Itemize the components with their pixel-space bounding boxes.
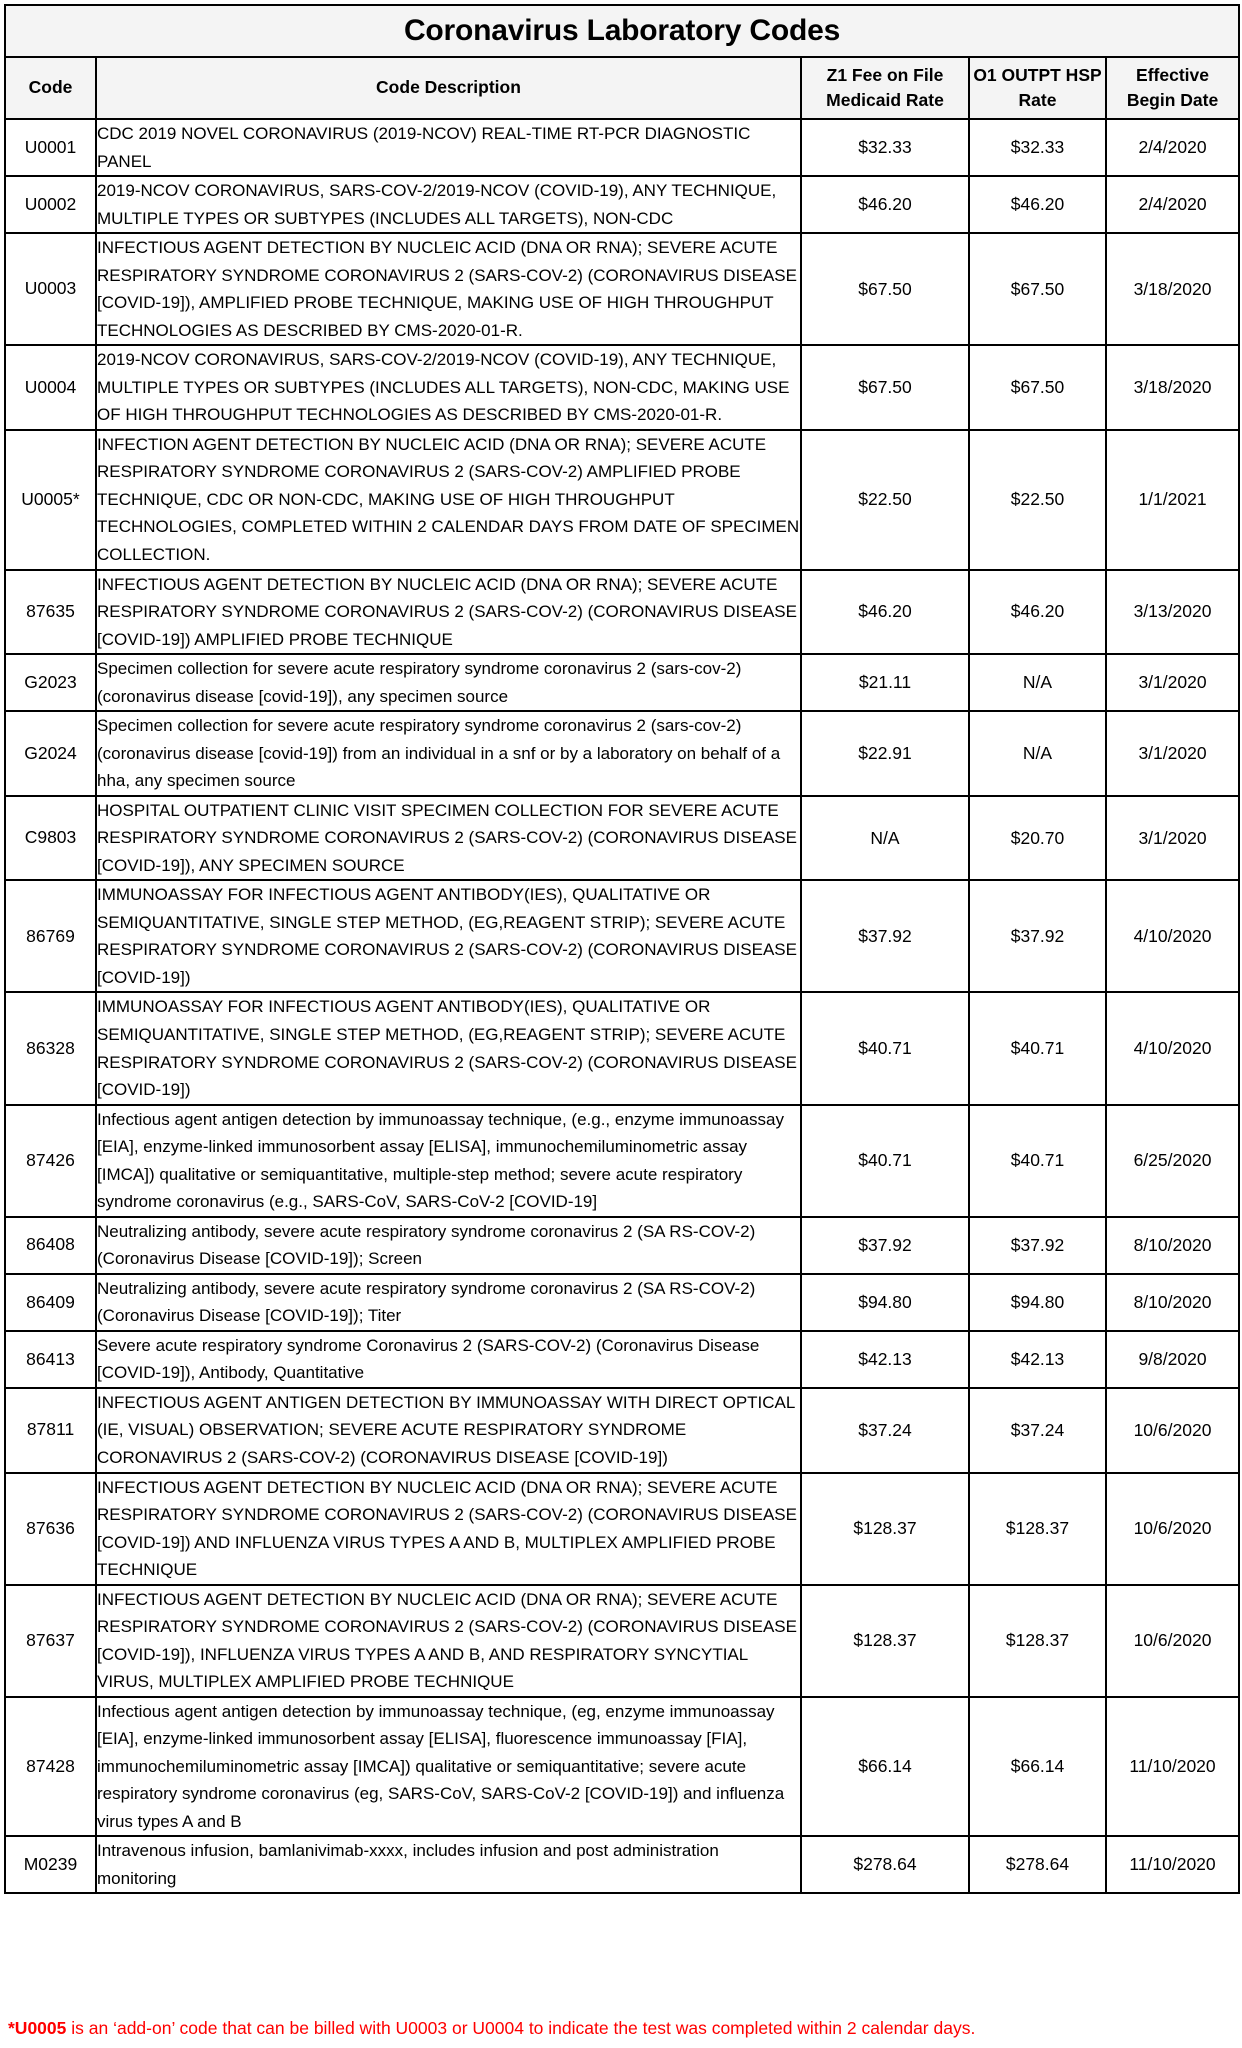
cell-code: 86328 <box>5 992 96 1104</box>
cell-z1-medicaid-rate: $42.13 <box>801 1331 969 1388</box>
cell-z1-medicaid-rate: $128.37 <box>801 1585 969 1697</box>
cell-o1-outpt-hsp-rate: $20.70 <box>969 796 1106 881</box>
table-row <box>5 654 1239 711</box>
cell-z1-medicaid-rate: N/A <box>801 796 969 881</box>
cell-z1-medicaid-rate: $22.50 <box>801 430 969 570</box>
table-row <box>5 1274 1239 1331</box>
cell-code: U0001 <box>5 119 96 176</box>
cell-effective-begin-date: 8/10/2020 <box>1106 1274 1239 1331</box>
cell-description: INFECTIOUS AGENT DETECTION BY NUCLEIC ACID (DNA OR RNA); SEVERE ACUTE RESPIRATORY SYNDROME CORONAVIRUS 2 (SARS-COV-2) (CORONAVIRUS DISEASE [COVID-19]) AND INFLUENZA VIRUS TYPES A AND B, MULTIPLEX AMPLIFIED PROBE TECHNIQUE <box>96 1473 801 1585</box>
cell-effective-begin-date: 4/10/2020 <box>1106 880 1239 992</box>
cell-description: Infectious agent antigen detection by immunoassay technique, (e.g., enzyme immunoassay [EIA], enzyme-linked immunosorbent assay [ELISA], immunochemiluminometric assay [IMCA]) qualitative or semiquantitative, multiple-step method; severe acute respiratory syndrome coronavirus (e.g., SARS-CoV, SARS-CoV-2 [COVID-19] <box>96 1105 801 1217</box>
column-header-z1-line2: Medicaid Rate <box>826 90 944 110</box>
table-row <box>5 570 1239 655</box>
cell-description: Intravenous infusion, bamlanivimab-xxxx, includes infusion and post administration monitoring <box>96 1836 801 1893</box>
cell-z1-medicaid-rate: $66.14 <box>801 1697 969 1837</box>
table-row <box>5 119 1239 176</box>
cell-z1-medicaid-rate: $128.37 <box>801 1473 969 1585</box>
table-row <box>5 430 1239 570</box>
table-row <box>5 1105 1239 1217</box>
cell-effective-begin-date: 3/1/2020 <box>1106 654 1239 711</box>
cell-o1-outpt-hsp-rate: $37.24 <box>969 1388 1106 1473</box>
table-header <box>5 5 1239 119</box>
cell-effective-begin-date: 3/18/2020 <box>1106 233 1239 345</box>
cell-effective-begin-date: 10/6/2020 <box>1106 1585 1239 1697</box>
footnote-marker: *U0005 <box>8 2018 67 2039</box>
page-title: Coronavirus Laboratory Codes <box>5 5 1239 57</box>
cell-description: HOSPITAL OUTPATIENT CLINIC VISIT SPECIMEN COLLECTION FOR SEVERE ACUTE RESPIRATORY SYNDROME CORONAVIRUS 2 (SARS-COV-2) (CORONAVIRUS DISEASE [COVID-19]), ANY SPECIMEN SOURCE <box>96 796 801 881</box>
cell-code: 87426 <box>5 1105 96 1217</box>
table-row <box>5 1836 1239 1893</box>
column-header-o1-line1: O1 OUTPT HSP <box>973 64 1102 85</box>
cell-code: G2023 <box>5 654 96 711</box>
column-header-code: Code <box>5 57 96 119</box>
cell-o1-outpt-hsp-rate: N/A <box>969 711 1106 796</box>
cell-z1-medicaid-rate: $37.92 <box>801 1217 969 1274</box>
cell-description: INFECTION AGENT DETECTION BY NUCLEIC ACID (DNA OR RNA); SEVERE ACUTE RESPIRATORY SYNDROME CORONAVIRUS 2 (SARS-COV-2) AMPLIFIED PROBE TECHNIQUE, CDC OR NON-CDC, MAKING USE OF HIGH THROUGHPUT TECHNOLOGIES, COMPLETED WITHIN 2 CALENDAR DAYS FROM DATE OF SPECIMEN COLLECTION. <box>96 430 801 570</box>
cell-code: U0002 <box>5 176 96 233</box>
cell-effective-begin-date: 3/1/2020 <box>1106 711 1239 796</box>
cell-o1-outpt-hsp-rate: $46.20 <box>969 176 1106 233</box>
cell-description: Neutralizing antibody, severe acute respiratory syndrome coronavirus 2 (SA RS-COV-2) (Coronavirus Disease [COVID-19]); Titer <box>96 1274 801 1331</box>
cell-z1-medicaid-rate: $21.11 <box>801 654 969 711</box>
cell-o1-outpt-hsp-rate: $40.71 <box>969 1105 1106 1217</box>
column-header-o1-line2: Rate <box>1018 90 1057 110</box>
cell-code: U0005* <box>5 430 96 570</box>
cell-o1-outpt-hsp-rate: $32.33 <box>969 119 1106 176</box>
cell-effective-begin-date: 9/8/2020 <box>1106 1331 1239 1388</box>
cell-o1-outpt-hsp-rate: $66.14 <box>969 1697 1106 1837</box>
column-header-date-line1: Effective <box>1136 64 1209 85</box>
cell-o1-outpt-hsp-rate: $94.80 <box>969 1274 1106 1331</box>
table-row <box>5 1217 1239 1274</box>
cell-z1-medicaid-rate: $278.64 <box>801 1836 969 1893</box>
cell-effective-begin-date: 3/18/2020 <box>1106 345 1239 430</box>
cell-description: Neutralizing antibody, severe acute respiratory syndrome coronavirus 2 (SA RS-COV-2) (Coronavirus Disease [COVID-19]); Screen <box>96 1217 801 1274</box>
table-body <box>5 119 1239 1893</box>
cell-effective-begin-date: 1/1/2021 <box>1106 430 1239 570</box>
cell-o1-outpt-hsp-rate: $42.13 <box>969 1331 1106 1388</box>
cell-effective-begin-date: 10/6/2020 <box>1106 1388 1239 1473</box>
cell-code: 87636 <box>5 1473 96 1585</box>
cell-effective-begin-date: 3/1/2020 <box>1106 796 1239 881</box>
footnote <box>8 2017 1228 2040</box>
cell-o1-outpt-hsp-rate: N/A <box>969 654 1106 711</box>
column-header-description: Code Description <box>96 57 801 119</box>
cell-z1-medicaid-rate: $32.33 <box>801 119 969 176</box>
cell-effective-begin-date: 2/4/2020 <box>1106 119 1239 176</box>
cell-description: INFECTIOUS AGENT DETECTION BY NUCLEIC ACID (DNA OR RNA); SEVERE ACUTE RESPIRATORY SYNDROME CORONAVIRUS 2 (SARS-COV-2) (CORONAVIRUS DISEASE [COVID-19]) AMPLIFIED PROBE TECHNIQUE <box>96 570 801 655</box>
cell-o1-outpt-hsp-rate: $37.92 <box>969 1217 1106 1274</box>
cell-z1-medicaid-rate: $94.80 <box>801 1274 969 1331</box>
table-row <box>5 1388 1239 1473</box>
cell-description: IMMUNOASSAY FOR INFECTIOUS AGENT ANTIBODY(IES), QUALITATIVE OR SEMIQUANTITATIVE, SINGLE STEP METHOD, (EG,REAGENT STRIP); SEVERE ACUTE RESPIRATORY SYNDROME CORONAVIRUS 2 (SARS-COV-2) (CORONAVIRUS DISEASE [COVID-19]) <box>96 880 801 992</box>
cell-description: Specimen collection for severe acute respiratory syndrome coronavirus 2 (sars-cov-2) (coronavirus disease [covid-19]) from an individual in a snf or by a laboratory on behalf of a hha, any specimen source <box>96 711 801 796</box>
cell-description: Specimen collection for severe acute respiratory syndrome coronavirus 2 (sars-cov-2) (coronavirus disease [covid-19]), any specimen source <box>96 654 801 711</box>
cell-description: Severe acute respiratory syndrome Coronavirus 2 (SARS-COV-2) (Coronavirus Disease [COVID-19]), Antibody, Quantitative <box>96 1331 801 1388</box>
cell-description: INFECTIOUS AGENT DETECTION BY NUCLEIC ACID (DNA OR RNA); SEVERE ACUTE RESPIRATORY SYNDROME CORONAVIRUS 2 (SARS-COV-2) (CORONAVIRUS DISEASE [COVID-19]), INFLUENZA VIRUS TYPES A AND B, AND RESPIRATORY SYNCYTIAL VIRUS, MULTIPLEX AMPLIFIED PROBE TECHNIQUE <box>96 1585 801 1697</box>
table-row <box>5 992 1239 1104</box>
cell-code: M0239 <box>5 1836 96 1893</box>
table-row <box>5 1697 1239 1837</box>
cell-effective-begin-date: 4/10/2020 <box>1106 992 1239 1104</box>
cell-code: 86413 <box>5 1331 96 1388</box>
column-header-effective-begin-date <box>1106 57 1239 119</box>
cell-code: U0004 <box>5 345 96 430</box>
cell-code: 87428 <box>5 1697 96 1837</box>
cell-z1-medicaid-rate: $22.91 <box>801 711 969 796</box>
cell-o1-outpt-hsp-rate: $128.37 <box>969 1585 1106 1697</box>
cell-z1-medicaid-rate: $46.20 <box>801 176 969 233</box>
cell-o1-outpt-hsp-rate: $67.50 <box>969 345 1106 430</box>
cell-z1-medicaid-rate: $37.24 <box>801 1388 969 1473</box>
cell-z1-medicaid-rate: $40.71 <box>801 992 969 1104</box>
cell-description: Infectious agent antigen detection by immunoassay technique, (eg, enzyme immunoassay [EIA], enzyme-linked immunosorbent assay [ELISA], fluorescence immunoassay [FIA], immunochemiluminometric assay [IMCA]) qualitative or semiquantitative; severe acute respiratory syndrome coronavirus (eg, SARS-CoV, SARS-CoV-2 [COVID-19]) and influenza virus types A and B <box>96 1697 801 1837</box>
cell-code: 87811 <box>5 1388 96 1473</box>
table-row <box>5 796 1239 881</box>
table-row <box>5 1331 1239 1388</box>
cell-description: IMMUNOASSAY FOR INFECTIOUS AGENT ANTIBODY(IES), QUALITATIVE OR SEMIQUANTITATIVE, SINGLE STEP METHOD, (EG,REAGENT STRIP); SEVERE ACUTE RESPIRATORY SYNDROME CORONAVIRUS 2 (SARS-COV-2) (CORONAVIRUS DISEASE [COVID-19]) <box>96 992 801 1104</box>
cell-code: 86769 <box>5 880 96 992</box>
cell-effective-begin-date: 11/10/2020 <box>1106 1836 1239 1893</box>
column-header-z1-medicaid-rate <box>801 57 969 119</box>
cell-z1-medicaid-rate: $40.71 <box>801 1105 969 1217</box>
table-row <box>5 1473 1239 1585</box>
cell-description: INFECTIOUS AGENT ANTIGEN DETECTION BY IMMUNOASSAY WITH DIRECT OPTICAL (IE, VISUAL) OBSERVATION; SEVERE ACUTE RESPIRATORY SYNDROME CORONAVIRUS 2 (SARS-COV-2) (CORONAVIRUS DISEASE [COVID-19]) <box>96 1388 801 1473</box>
cell-description: INFECTIOUS AGENT DETECTION BY NUCLEIC ACID (DNA OR RNA); SEVERE ACUTE RESPIRATORY SYNDROME CORONAVIRUS 2 (SARS-COV-2) (CORONAVIRUS DISEASE [COVID-19]), AMPLIFIED PROBE TECHNIQUE, MAKING USE OF HIGH THROUGHPUT TECHNOLOGIES AS DESCRIBED BY CMS-2020-01-R. <box>96 233 801 345</box>
cell-code: U0003 <box>5 233 96 345</box>
cell-o1-outpt-hsp-rate: $37.92 <box>969 880 1106 992</box>
cell-z1-medicaid-rate: $67.50 <box>801 233 969 345</box>
table-row <box>5 176 1239 233</box>
cell-code: 87637 <box>5 1585 96 1697</box>
column-header-z1-line1: Z1 Fee on File <box>826 64 944 85</box>
cell-z1-medicaid-rate: $46.20 <box>801 570 969 655</box>
cell-z1-medicaid-rate: $67.50 <box>801 345 969 430</box>
table-row <box>5 345 1239 430</box>
cell-o1-outpt-hsp-rate: $67.50 <box>969 233 1106 345</box>
column-header-date-line2: Begin Date <box>1126 90 1219 110</box>
cell-code: 87635 <box>5 570 96 655</box>
cell-o1-outpt-hsp-rate: $22.50 <box>969 430 1106 570</box>
title-row <box>5 5 1239 57</box>
cell-code: C9803 <box>5 796 96 881</box>
cell-description: 2019-NCOV CORONAVIRUS, SARS-COV-2/2019-NCOV (COVID-19), ANY TECHNIQUE, MULTIPLE TYPES OR SUBTYPES (INCLUDES ALL TARGETS), NON-CDC <box>96 176 801 233</box>
coronavirus-lab-codes-table <box>4 4 1240 1894</box>
cell-description: CDC 2019 NOVEL CORONAVIRUS (2019-NCOV) REAL-TIME RT-PCR DIAGNOSTIC PANEL <box>96 119 801 176</box>
column-header-o1-outpt-hsp-rate <box>969 57 1106 119</box>
cell-code: 86409 <box>5 1274 96 1331</box>
cell-o1-outpt-hsp-rate: $278.64 <box>969 1836 1106 1893</box>
cell-effective-begin-date: 11/10/2020 <box>1106 1697 1239 1837</box>
cell-effective-begin-date: 3/13/2020 <box>1106 570 1239 655</box>
cell-z1-medicaid-rate: $37.92 <box>801 880 969 992</box>
table-row <box>5 880 1239 992</box>
table-row <box>5 233 1239 345</box>
cell-effective-begin-date: 8/10/2020 <box>1106 1217 1239 1274</box>
cell-effective-begin-date: 10/6/2020 <box>1106 1473 1239 1585</box>
cell-description: 2019-NCOV CORONAVIRUS, SARS-COV-2/2019-NCOV (COVID-19), ANY TECHNIQUE, MULTIPLE TYPES OR SUBTYPES (INCLUDES ALL TARGETS), NON-CDC, MAKING USE OF HIGH THROUGHPUT TECHNOLOGIES AS DESCRIBED BY CMS-2020-01-R. <box>96 345 801 430</box>
cell-o1-outpt-hsp-rate: $128.37 <box>969 1473 1106 1585</box>
cell-effective-begin-date: 6/25/2020 <box>1106 1105 1239 1217</box>
cell-o1-outpt-hsp-rate: $46.20 <box>969 570 1106 655</box>
cell-o1-outpt-hsp-rate: $40.71 <box>969 992 1106 1104</box>
table-row <box>5 711 1239 796</box>
cell-effective-begin-date: 2/4/2020 <box>1106 176 1239 233</box>
cell-code: G2024 <box>5 711 96 796</box>
column-header-row <box>5 57 1239 119</box>
footnote-text: is an ‘add-on’ code that can be billed with U0003 or U0004 to indicate the test was completed within 2 calendar days. <box>66 2018 976 2039</box>
cell-code: 86408 <box>5 1217 96 1274</box>
table-row <box>5 1585 1239 1697</box>
